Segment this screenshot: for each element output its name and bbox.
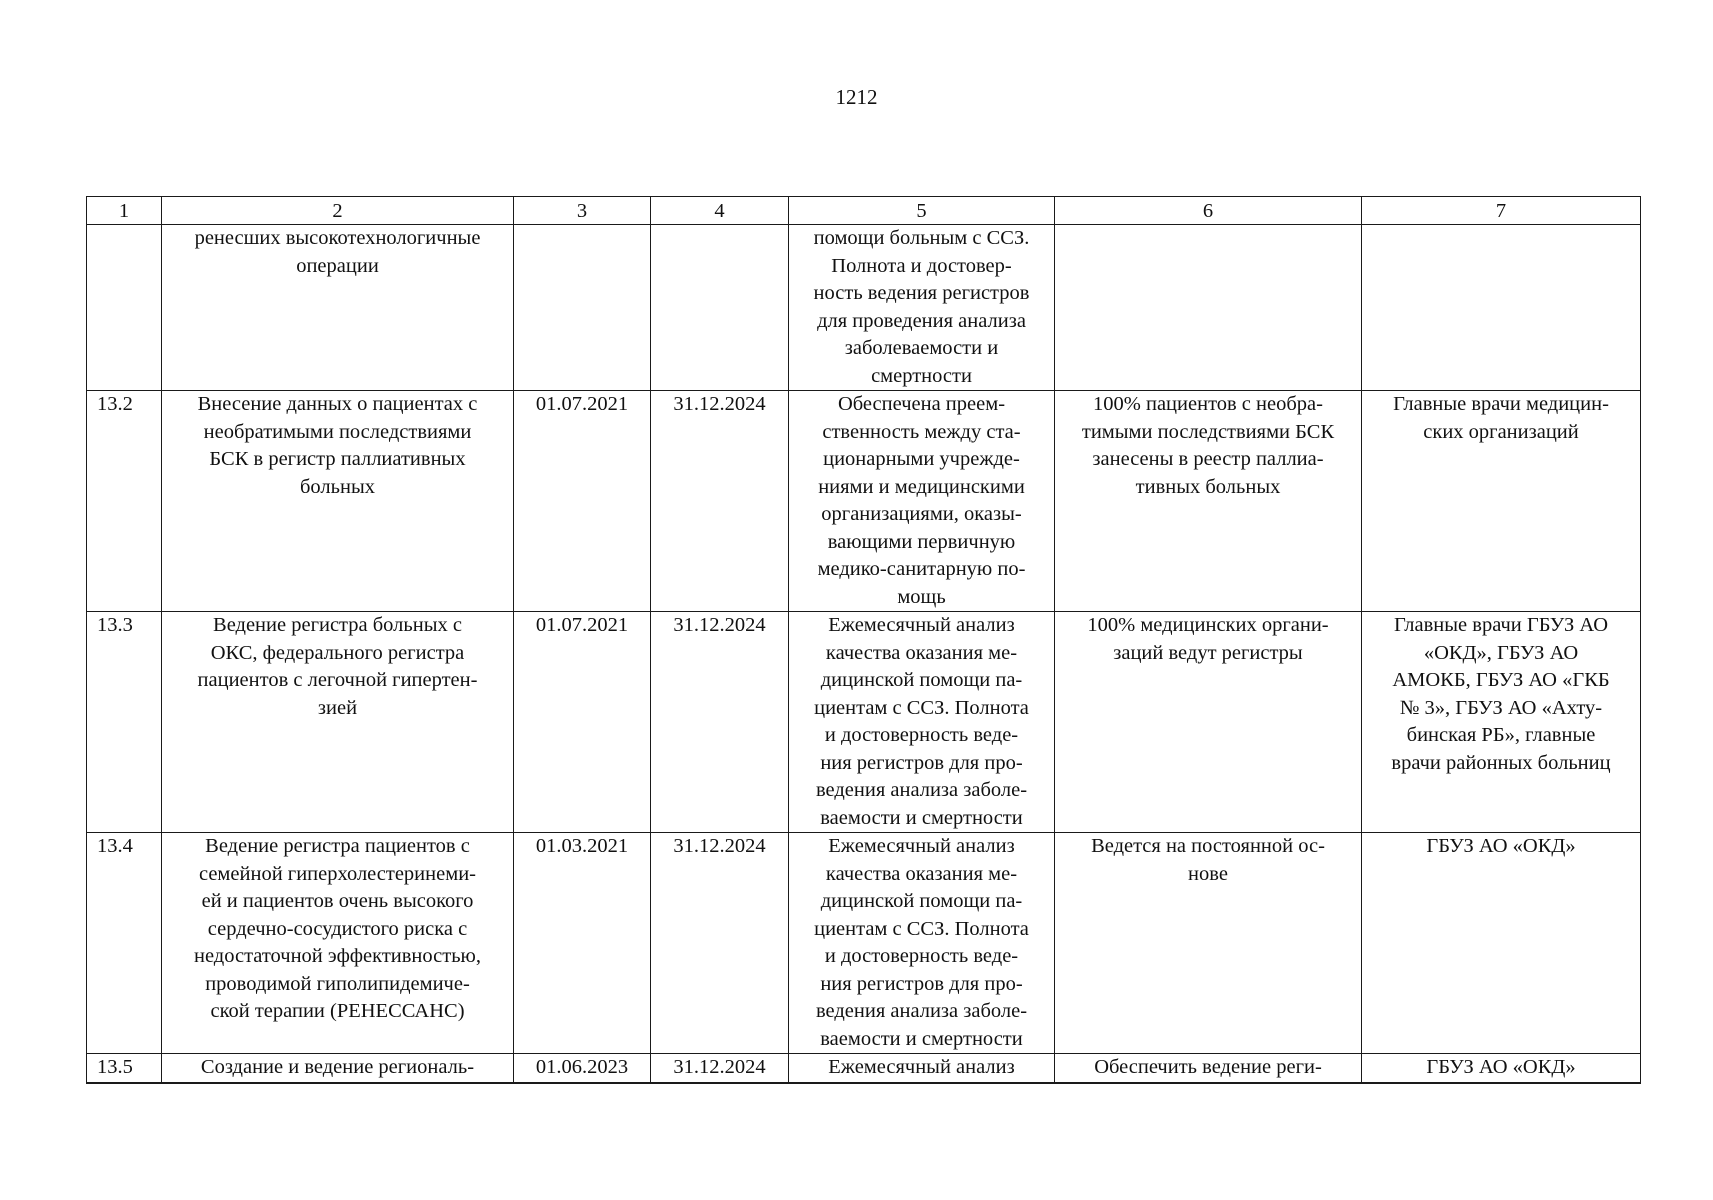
column-header: 7 <box>1362 197 1641 225</box>
end-date-cell: 31.12.2024 <box>651 1054 789 1083</box>
responsible-cell: Главные врачи медицин- ских организаций <box>1362 391 1641 612</box>
table-row <box>87 225 1641 391</box>
column-header: 2 <box>162 197 514 225</box>
start-date-cell <box>514 225 651 391</box>
column-number-header-row <box>87 197 1641 225</box>
column-header: 4 <box>651 197 789 225</box>
result-cell: Ежемесячный анализ качества оказания ме- дицинской помощи па- циентам с ССЗ. Полнота и достоверность веде- ния регистров для про- ведения анализа заболе- ваемости и смертности <box>789 612 1055 833</box>
measures-table <box>86 196 1641 1084</box>
column-header: 1 <box>87 197 162 225</box>
row-number: 13.5 <box>87 1054 162 1083</box>
responsible-cell: ГБУЗ АО «ОКД» <box>1362 1054 1641 1083</box>
row-number: 13.4 <box>87 833 162 1054</box>
result-cell: помощи больным с ССЗ. Полнота и достовер- ность ведения регистров для проведения анализа заболеваемости и смертности <box>789 225 1055 391</box>
action-cell: ренесших высокотехнологичные операции <box>162 225 514 391</box>
responsible-cell: Главные врачи ГБУЗ АО «ОКД», ГБУЗ АО АМОКБ, ГБУЗ АО «ГКБ № 3», ГБУЗ АО «Ахту- бинская РБ», главные врачи районных больниц <box>1362 612 1641 833</box>
table-row <box>87 1054 1641 1083</box>
end-date-cell: 31.12.2024 <box>651 833 789 1054</box>
result-cell: Ежемесячный анализ <box>789 1054 1055 1083</box>
end-date-cell: 31.12.2024 <box>651 391 789 612</box>
table-row <box>87 833 1641 1054</box>
start-date-cell: 01.07.2021 <box>514 612 651 833</box>
column-header: 3 <box>514 197 651 225</box>
table-row <box>87 391 1641 612</box>
action-cell: Ведение регистра пациентов с семейной гиперхолестеринеми- ей и пациентов очень высокого сердечно-сосудистого риска с недостаточной эффективностью, проводимой гиполипидемиче- ской терапии (РЕНЕССАНС) <box>162 833 514 1054</box>
page-number: 1212 <box>835 85 878 109</box>
column-header: 5 <box>789 197 1055 225</box>
column-header: 6 <box>1055 197 1362 225</box>
indicator-cell <box>1055 225 1362 391</box>
responsible-cell <box>1362 225 1641 391</box>
responsible-cell: ГБУЗ АО «ОКД» <box>1362 833 1641 1054</box>
action-cell: Создание и ведение региональ- <box>162 1054 514 1083</box>
start-date-cell: 01.03.2021 <box>514 833 651 1054</box>
result-cell: Ежемесячный анализ качества оказания ме- дицинской помощи па- циентам с ССЗ. Полнота и достоверность веде- ния регистров для про- ведения анализа заболе- ваемости и смертности <box>789 833 1055 1054</box>
row-number: 13.3 <box>87 612 162 833</box>
end-date-cell: 31.12.2024 <box>651 612 789 833</box>
action-cell: Ведение регистра больных с ОКС, федерального регистра пациентов с легочной гипертен- зией <box>162 612 514 833</box>
indicator-cell: Ведется на постоянной ос- нове <box>1055 833 1362 1054</box>
row-number: 13.2 <box>87 391 162 612</box>
start-date-cell: 01.06.2023 <box>514 1054 651 1083</box>
end-date-cell <box>651 225 789 391</box>
start-date-cell: 01.07.2021 <box>514 391 651 612</box>
table-row <box>87 612 1641 833</box>
indicator-cell: 100% пациентов с необра- тимыми последствиями БСК занесены в реестр паллиа- тивных больных <box>1055 391 1362 612</box>
indicator-cell: 100% медицинских органи- заций ведут регистры <box>1055 612 1362 833</box>
row-number <box>87 225 162 391</box>
result-cell: Обеспечена преем- ственность между ста- ционарными учрежде- ниями и медицинскими организациями, оказы- вающими первичную медико-санитарную по- мощь <box>789 391 1055 612</box>
indicator-cell: Обеспечить ведение реги- <box>1055 1054 1362 1083</box>
action-cell: Внесение данных о пациентах с необратимыми последствиями БСК в регистр паллиативных больных <box>162 391 514 612</box>
